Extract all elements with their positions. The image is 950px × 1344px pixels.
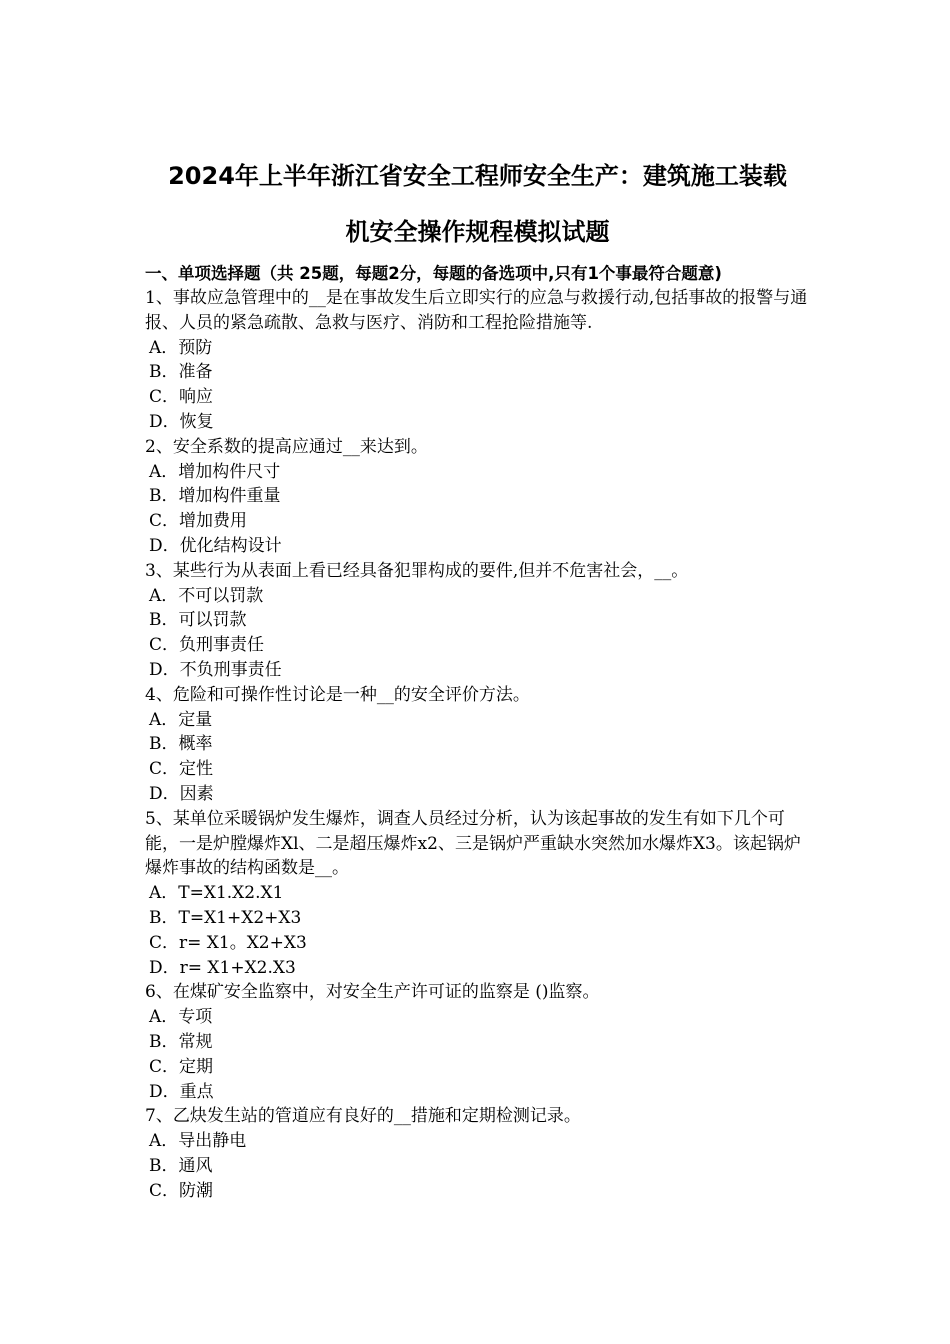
option-b: B．T=X1+X2+X3 bbox=[149, 907, 302, 928]
question-2 bbox=[145, 435, 810, 559]
option-c: C．负刑事责任 bbox=[149, 635, 265, 656]
question-5 bbox=[145, 807, 810, 981]
question-4 bbox=[145, 683, 810, 807]
option-d: D．重点 bbox=[149, 1081, 214, 1102]
section-heading: 一、单项选择题（共 25题，每题2分，每题的备选项中,只有1个事最符合题意) bbox=[145, 264, 722, 283]
option-c: C．定期 bbox=[149, 1056, 214, 1077]
option-d: D．不负刑事责任 bbox=[149, 659, 282, 680]
question-stem: 5、某单位采暖锅炉发生爆炸，调查人员经过分析，认为该起事故的发生有如下几个可能，一是炉膛爆炸Xl、二是超压爆炸x2、三是锅炉严重缺水突然加水爆炸X3。该起锅炉爆炸事故的结构函数是__。 bbox=[145, 808, 801, 879]
option-d: D．恢复 bbox=[149, 411, 214, 432]
option-c: C．增加费用 bbox=[149, 511, 248, 532]
question-3 bbox=[145, 559, 810, 683]
option-d: D．r= X1+X2.X3 bbox=[149, 957, 296, 978]
option-d: D．因素 bbox=[149, 783, 214, 804]
question-6 bbox=[145, 980, 810, 1104]
option-b: B．增加构件重量 bbox=[149, 486, 281, 507]
option-a: A．导出静电 bbox=[149, 1131, 247, 1152]
option-b: B．可以罚款 bbox=[149, 610, 247, 631]
option-a: A．定量 bbox=[149, 709, 213, 730]
option-a: A．专项 bbox=[149, 1007, 213, 1028]
question-7 bbox=[145, 1104, 810, 1203]
option-b: B．常规 bbox=[149, 1031, 213, 1052]
option-c: C．响应 bbox=[149, 387, 214, 408]
question-stem: 4、危险和可操作性讨论是一种__的安全评价方法。 bbox=[145, 684, 530, 705]
title-line-1: 2024年上半年浙江省安全工程师安全生产：建筑施工装载 bbox=[168, 162, 787, 190]
option-a: A．不可以罚款 bbox=[149, 585, 264, 606]
option-c: C．定性 bbox=[149, 759, 214, 780]
option-a: A．T=X1.X2.X1 bbox=[149, 883, 284, 904]
option-b: B．准备 bbox=[149, 362, 213, 383]
question-stem: 3、某些行为从表面上看已经具备犯罪构成的要件,但并不危害社会，__。 bbox=[145, 560, 689, 581]
option-b: B．概率 bbox=[149, 734, 213, 755]
document-title bbox=[145, 148, 810, 260]
option-a: A．增加构件尺寸 bbox=[149, 461, 281, 482]
option-a: A．预防 bbox=[149, 337, 213, 358]
question-stem: 6、在煤矿安全监察中，对安全生产许可证的监察是 ()监察。 bbox=[145, 982, 600, 1003]
option-c: C．r= X1。X2+X3 bbox=[149, 932, 307, 953]
question-stem: 1、事故应急管理中的__是在事故发生后立即实行的应急与救援行动,包括事故的报警与通报、人员的紧急疏散、急救与医疗、消防和工程抢险措施等. bbox=[145, 288, 808, 333]
question-stem: 7、乙炔发生站的管道应有良好的__措施和定期检测记录。 bbox=[145, 1106, 581, 1127]
question-1 bbox=[145, 286, 810, 435]
option-c: C．防潮 bbox=[149, 1180, 214, 1201]
option-b: B．通风 bbox=[149, 1155, 213, 1176]
title-line-2: 机安全操作规程模拟试题 bbox=[345, 218, 610, 246]
question-stem: 2、安全系数的提高应通过__来达到。 bbox=[145, 436, 428, 457]
option-d: D．优化结构设计 bbox=[149, 535, 282, 556]
